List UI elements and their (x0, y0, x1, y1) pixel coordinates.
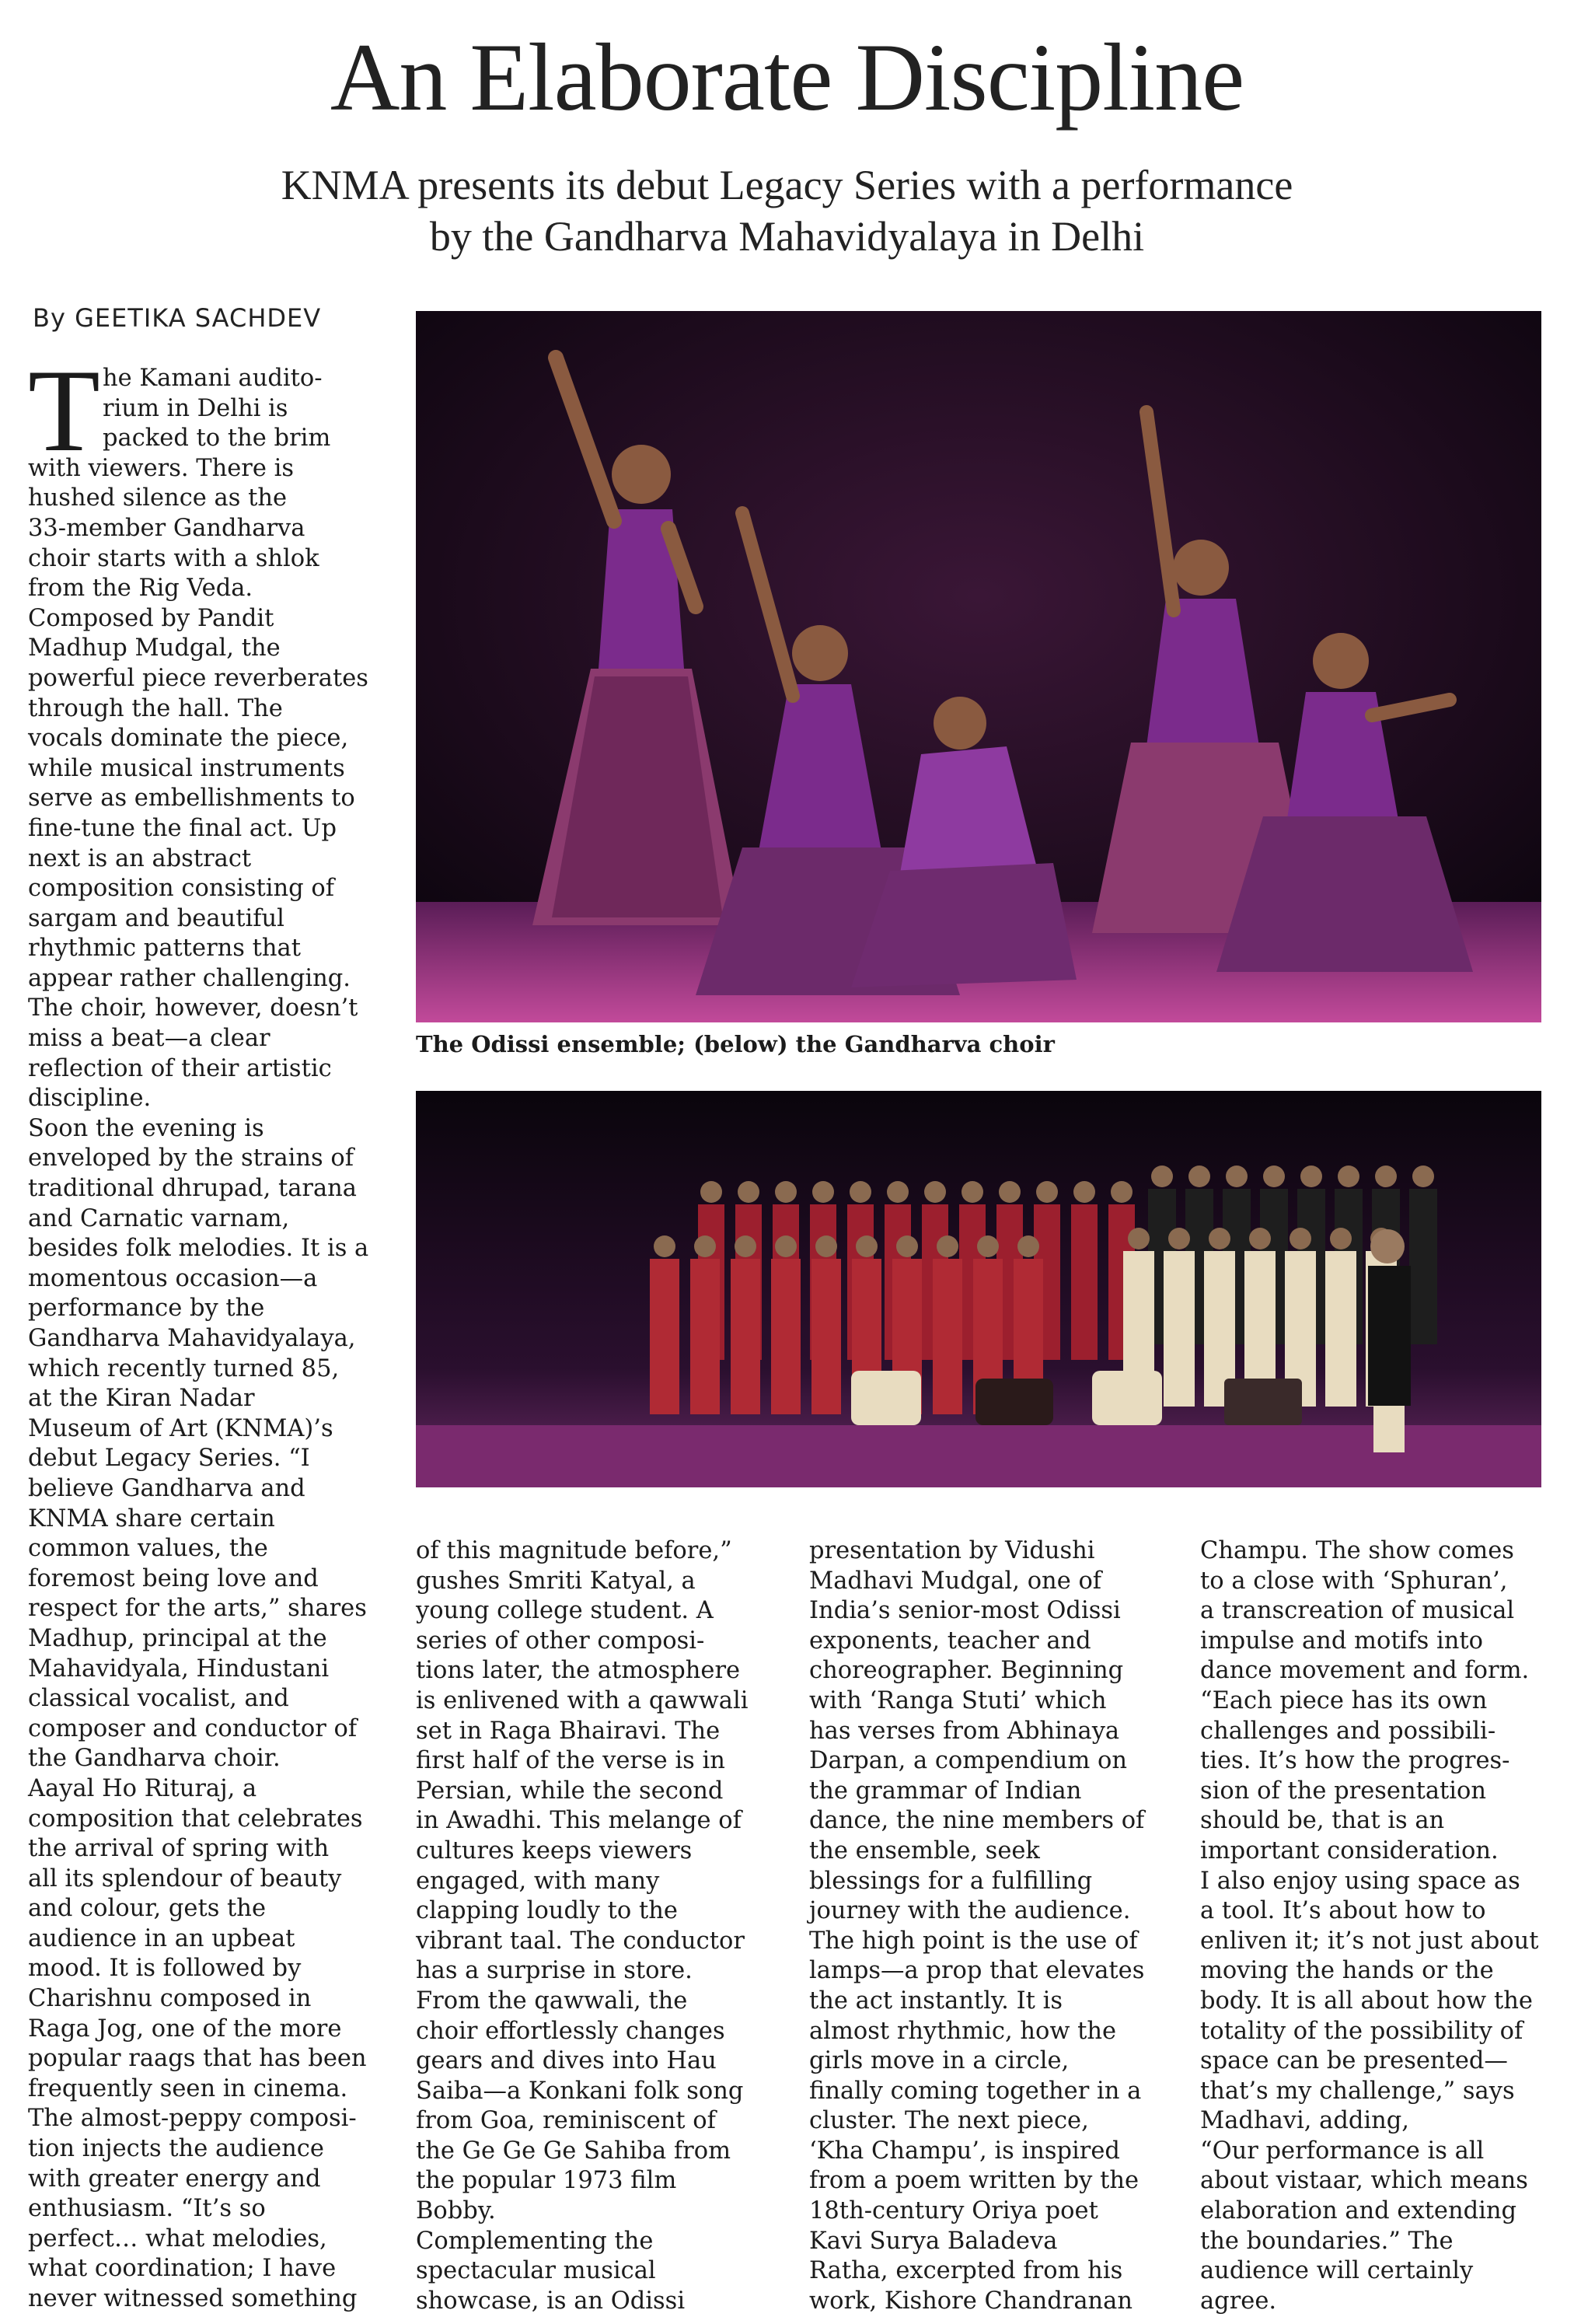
choir-member-head (937, 1235, 958, 1257)
choir-member-body (690, 1259, 720, 1414)
text-line: 18th-century Oriya poet (809, 2197, 1098, 2225)
text-line: girls move in a circle, (809, 2047, 1070, 2075)
choir-member-head (1151, 1165, 1173, 1187)
choir-member-head (1168, 1228, 1190, 1249)
text-line: common values, the (28, 1535, 268, 1563)
text-line: series of other composi- (416, 1627, 705, 1655)
text-line: almost rhythmic, how the (809, 2017, 1117, 2045)
choir-member-head (1338, 1165, 1359, 1187)
text-line: Soon the evening is (28, 1114, 264, 1142)
text-line: the act instantly. It is (809, 1987, 1063, 2015)
text-line: body. It is all about how the (1200, 1987, 1533, 2015)
text-line: while musical instruments (28, 754, 345, 782)
text-line: should be, that is an (1200, 1807, 1445, 1835)
choir-member-body (731, 1259, 760, 1414)
text-line: Aayal Ho Rituraj, a (28, 1774, 257, 1802)
text-line: India’s senior-most Odissi (809, 1597, 1121, 1625)
text-line: work, Kishore Chandranan (809, 2287, 1133, 2315)
text-line: debut Legacy Series. “I (28, 1445, 310, 1473)
text-line: Darpan, a compendium on (809, 1747, 1127, 1775)
choir-member-body (1325, 1251, 1356, 1407)
text-line: Madhup Mudgal, the (28, 634, 281, 662)
text-line: Charishnu composed in (28, 1985, 312, 2013)
text-line: and Carnatic varnam, (28, 1204, 290, 1232)
choir-member-head (1036, 1181, 1058, 1203)
text-line: through the hall. The (28, 694, 283, 722)
text-line: respect for the arts,” shares (28, 1595, 367, 1623)
text-line: Composed by Pandit (28, 604, 274, 632)
text-line: what coordination; I have (28, 2255, 337, 2283)
text-line: “Our performance is all (1200, 2137, 1485, 2165)
text-line: the Gandharva choir. (28, 1745, 281, 1773)
drop-cap: T (28, 345, 100, 476)
choir-member-body (771, 1259, 801, 1414)
text-line: has a surprise in store. (416, 1957, 693, 1985)
deck-line-1: KNMA presents its debut Legacy Series with a performance (281, 162, 1293, 208)
text-line: foremost being love and (28, 1564, 319, 1592)
text-line: Complementing the (416, 2227, 654, 2255)
choir-member-head (1226, 1165, 1248, 1187)
text-line: frequently seen in cinema. (28, 2074, 348, 2102)
text-line: tions later, the atmosphere (416, 1657, 741, 1685)
text-line: momentous occasion—a (28, 1264, 318, 1292)
text-line: with viewers. There is (28, 454, 295, 482)
choir-member-head (962, 1181, 983, 1203)
deck (0, 159, 1574, 262)
text-line: vibrant taal. The conductor (416, 1927, 745, 1955)
text-line: journey with the audience. (809, 1897, 1131, 1925)
text-line: moving the hands or the (1200, 1957, 1494, 1985)
text-line: space can be presented— (1200, 2047, 1508, 2075)
headline: An Elaborate Discipline (330, 24, 1244, 131)
choir-member-head (815, 1235, 837, 1257)
text-line: tion injects the audience (28, 2135, 324, 2163)
text-line: to a close with ‘Sphuran’, (1200, 1567, 1508, 1595)
text-line: he Kamani audito- (103, 365, 323, 392)
text-line: audience in an upbeat (28, 1924, 295, 1952)
text-line: totality of the possibility of (1200, 2017, 1523, 2045)
text-line: composition that celebrates (28, 1805, 363, 1833)
choir-member-head (738, 1181, 759, 1203)
body-column-2 (416, 1536, 781, 2316)
body-column-1 (28, 364, 393, 2315)
text-line: Saiba—a Konkani folk song (416, 2077, 744, 2105)
choir-member-head (812, 1181, 834, 1203)
choir-member-head (1188, 1165, 1210, 1187)
choir-member-head (856, 1235, 878, 1257)
text-line: From the qawwali, the (416, 1987, 688, 2015)
text-line: the ensemble, seek (809, 1836, 1040, 1864)
text-line: all its splendour of beauty (28, 1864, 342, 1892)
choir-member-head (700, 1181, 722, 1203)
text-line: the grammar of Indian (809, 1777, 1082, 1805)
choir-member-body (1409, 1189, 1437, 1344)
body-column-3 (809, 1536, 1174, 2316)
text-line: I also enjoy using space as (1200, 1867, 1520, 1895)
text-line: set in Raga Bhairavi. The (416, 1717, 721, 1745)
text-line: discipline. (28, 1085, 152, 1113)
text-line: never witnessed something (28, 2285, 358, 2312)
text-line: Persian, while the second (416, 1777, 724, 1805)
choir-member-head (1017, 1235, 1039, 1257)
text-line: powerful piece reverberates (28, 664, 368, 692)
photo-caption: The Odissi ensemble; (below) the Gandharva choir (416, 1031, 1055, 1057)
choir-member-head (896, 1235, 918, 1257)
choir-member-head (977, 1235, 999, 1257)
choir-member-head (1111, 1181, 1133, 1203)
text-line: mood. It is followed by (28, 1955, 302, 1983)
text-line: Madhavi Mudgal, one of (809, 1567, 1102, 1595)
text-line: first half of the verse is in (416, 1747, 725, 1775)
text-line: classical vocalist, and (28, 1685, 289, 1713)
text-line: a transcreation of musical (1200, 1597, 1515, 1625)
text-line: Ratha, excerpted from his (809, 2257, 1123, 2285)
text-line: enliven it; it’s not just about (1200, 1927, 1539, 1955)
text-line: from Goa, reminiscent of (416, 2107, 716, 2135)
text-line: packed to the brim (103, 425, 331, 453)
text-line: composition consisting of (28, 875, 335, 903)
text-line: with greater energy and (28, 2165, 321, 2193)
text-line: blessings for a fulfilling (809, 1867, 1093, 1895)
text-line: showcase, is an Odissi (416, 2287, 686, 2315)
text-line: Museum of Art (KNMA)’s (28, 1414, 333, 1442)
text-line: spectacular musical (416, 2257, 656, 2285)
text-line: challenges and possibili- (1200, 1717, 1496, 1745)
body-column-4 (1200, 1536, 1558, 2316)
choir-member-head (1290, 1228, 1311, 1249)
text-line: elaboration and extending (1200, 2197, 1517, 2225)
choir-member-head (924, 1181, 946, 1203)
choir-member-body (933, 1259, 962, 1414)
text-line: Kavi Surya Baladeva (809, 2227, 1058, 2255)
text-line: from the Rig Veda. (28, 575, 253, 603)
deck-line-2: by the Gandharva Mahavidyalaya in Delhi (429, 213, 1145, 260)
text-line: enveloped by the strains of (28, 1145, 354, 1172)
text-line: young college student. A (416, 1597, 714, 1625)
text-line: Mahavidyala, Hindustani (28, 1655, 330, 1683)
choir-member-head (1249, 1228, 1271, 1249)
choir-member-body (650, 1259, 679, 1414)
text-line: the boundaries.” The (1200, 2227, 1454, 2255)
text-line: of this magnitude before,” (416, 1537, 732, 1564)
text-line: “Each piece has its own (1200, 1686, 1488, 1714)
odissi-ensemble-photo (416, 311, 1541, 1022)
text-line: clapping loudly to the (416, 1897, 678, 1925)
choir-member-head (1330, 1228, 1352, 1249)
choir-member-body (1164, 1251, 1195, 1407)
choir-member-body (811, 1259, 841, 1414)
text-line: choreographer. Beginning (809, 1657, 1124, 1685)
text-line: sion of the presentation (1200, 1777, 1487, 1805)
text-line: performance by the (28, 1295, 265, 1323)
text-line: perfect… what melodies, (28, 2224, 327, 2252)
text-line: vocals dominate the piece, (28, 725, 349, 753)
text-line: gushes Smriti Katyal, a (416, 1567, 696, 1595)
text-line: The almost-peppy composi- (28, 2105, 357, 2133)
text-line: the Ge Ge Ge Sahiba from (416, 2137, 731, 2165)
choir-member-head (887, 1181, 909, 1203)
text-line: finally coming together in a (809, 2077, 1142, 2105)
text-line: next is an abstract (28, 844, 252, 872)
choir-member-head (1128, 1228, 1150, 1249)
text-line: Raga Jog, one of the more (28, 2015, 342, 2043)
text-line: which recently turned 85, (28, 1354, 340, 1382)
choir-member-head (1263, 1165, 1285, 1187)
text-line: ‘Kha Champu’, is inspired (809, 2137, 1120, 2165)
text-line: Gandharva Mahavidyalaya, (28, 1325, 356, 1352)
text-line: hushed silence as the (28, 484, 288, 512)
text-line: the popular 1973 film (416, 2167, 677, 2195)
choir-member-head (694, 1235, 716, 1257)
text-line: presentation by Vidushi (809, 1537, 1095, 1564)
text-line: a tool. It’s about how to (1200, 1897, 1486, 1925)
text-line: Madhavi, adding, (1200, 2107, 1409, 2135)
text-line: audience will certainly (1200, 2257, 1474, 2285)
text-line: composer and conductor of (28, 1714, 358, 1742)
text-line: Bobby. (416, 2197, 496, 2225)
text-line: at the Kiran Nadar (28, 1385, 255, 1413)
choir-member-head (775, 1181, 797, 1203)
text-line: besides folk melodies. It is a (28, 1235, 369, 1263)
choir-member-head (850, 1181, 871, 1203)
text-line: Madhup, principal at the (28, 1624, 327, 1652)
text-line: exponents, teacher and (809, 1627, 1091, 1655)
text-line: rhythmic patterns that (28, 935, 301, 963)
text-line: Champu. The show comes (1200, 1537, 1514, 1564)
text-line: The choir, however, doesn’t (28, 994, 358, 1022)
text-line: impulse and motifs into (1200, 1627, 1483, 1655)
text-line: sargam and beautiful (28, 904, 284, 932)
choir-member-head (1300, 1165, 1322, 1187)
text-line: has verses from Abhinaya (809, 1717, 1120, 1745)
text-line: with ‘Ranga Stuti’ which (809, 1686, 1107, 1714)
choir-member-head (999, 1181, 1021, 1203)
choir-member-body (1071, 1204, 1098, 1360)
text-line: fine-tune the final act. Up (28, 814, 337, 842)
text-line: is enlivened with a qawwali (416, 1686, 749, 1714)
text-line: reflection of their artistic (28, 1054, 332, 1082)
text-line: believe Gandharva and (28, 1474, 305, 1502)
choir-member-head (1375, 1165, 1397, 1187)
text-line: serve as embellishments to (28, 785, 355, 813)
text-line: ties. It’s how the progres- (1200, 1747, 1510, 1775)
text-line: important consideration. (1200, 1836, 1499, 1864)
text-line: dance, the nine members of (809, 1807, 1145, 1835)
text-line: agree. (1200, 2287, 1277, 2315)
choir-member-head (1073, 1181, 1095, 1203)
choir-member-head (1209, 1228, 1230, 1249)
choir-member-head (1412, 1165, 1434, 1187)
text-line: choir effortlessly changes (416, 2017, 725, 2045)
text-line: 33-member Gandharva (28, 514, 305, 542)
choir-member-head (735, 1235, 756, 1257)
gandharva-choir-photo (416, 1091, 1541, 1487)
text-line: lamps—a prop that elevates (809, 1957, 1145, 1985)
text-line: gears and dives into Hau (416, 2047, 717, 2075)
text-line: KNMA share certain (28, 1504, 275, 1532)
text-line: dance movement and form. (1200, 1657, 1530, 1685)
text-line: and colour, gets the (28, 1895, 266, 1923)
text-line: miss a beat—a clear (28, 1025, 270, 1053)
byline: By GEETIKA SACHDEV (33, 303, 322, 333)
text-line: cluster. The next piece, (809, 2107, 1089, 2135)
choir-member-head (775, 1235, 797, 1257)
text-line: about vistaar, which means (1200, 2167, 1528, 2195)
text-line: enthusiasm. “It’s so (28, 2195, 266, 2223)
text-line: appear rather challenging. (28, 964, 351, 992)
text-line: in Awadhi. This melange of (416, 1807, 742, 1835)
choir-member-head (654, 1235, 675, 1257)
text-line: popular raags that has been (28, 2045, 367, 2073)
text-line: cultures keeps viewers (416, 1836, 693, 1864)
text-line: from a poem written by the (809, 2167, 1139, 2195)
text-line: rium in Delhi is (103, 394, 288, 422)
text-line: that’s my challenge,” says (1200, 2077, 1515, 2105)
text-line: traditional dhrupad, tarana (28, 1175, 357, 1203)
text-line: choir starts with a shlok (28, 544, 319, 572)
text-line: the arrival of spring with (28, 1835, 330, 1863)
text-line: The high point is the use of (809, 1927, 1138, 1955)
text-line: engaged, with many (416, 1867, 660, 1895)
